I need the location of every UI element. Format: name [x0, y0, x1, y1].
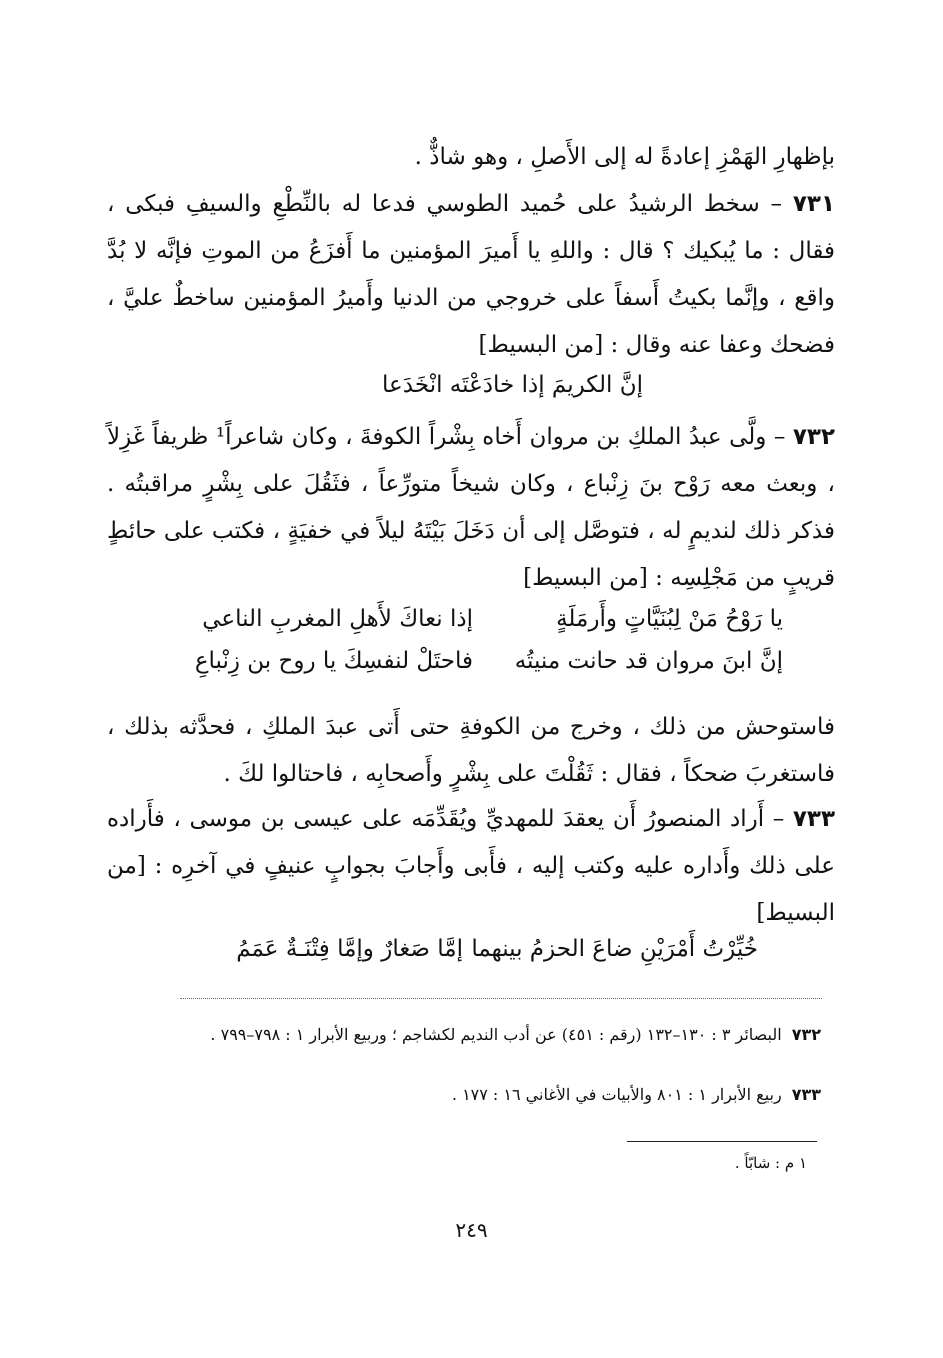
footnote-rule — [627, 1141, 817, 1142]
note-number: ٧٣٣ — [791, 1085, 821, 1104]
entry-number: ٧٣٣ — [792, 806, 835, 832]
entry-number: ٧٣١ — [792, 191, 835, 217]
notes-separator — [180, 998, 822, 999]
hemistich-left: إذا نعاكَ لأَهلِ المغربِ الناعي — [202, 606, 473, 632]
hemistich-right: إنَّ ابنَ مروان قد حانت منيتُه — [514, 648, 783, 674]
footnote: ١ م : شابّاً . — [734, 1154, 807, 1172]
page-number: ٢٤٩ — [455, 1218, 488, 1242]
entry-732 — [107, 414, 835, 602]
note-text: ربيع الأبرار ١ : ٨٠١ والأبيات في الأغاني ١٦ : ١٧٧ . — [451, 1085, 782, 1104]
hemistich-left: إمَّا صَغارٌ وإمَّا فِتْنَـةٌ عَمَمُ — [236, 936, 463, 962]
entry-731 — [107, 181, 835, 369]
note-number: ٧٣٢ — [791, 1025, 821, 1044]
entry-732-continued: فاستوحش من ذلك ، وخرج من الكوفةِ حتى أَتى عبدَ الملكِ ، فحدَّثه بذلك ، فاستغربَ ضحكاً ، فقال : ثَقُلْتَ على بِشْرٍ وأَصحابِه ، فاحتالوا لكَ . — [107, 714, 835, 787]
source-note-733 — [121, 1082, 821, 1108]
entry-733 — [107, 796, 835, 937]
hemistich-right: خُيِّرْتُ أَمْرَيْنِ ضاعَ الحزمُ بينهما — [471, 936, 758, 962]
verse-731: إنَّ الكريمَ إذا خادَعْتَه انْخَدَعا — [382, 372, 643, 398]
note-text: البصائر ٣ : ١٣٠–١٣٢ (رقم : ٤٥١) عن أدب النديم لكشاجم ؛ وربيع الأبرار ١ : ٧٩٨–٧٩٩ . — [210, 1025, 782, 1044]
entry-text: – سخط الرشيدُ على حُميد الطوسي فدعا له بالنِّطْعِ والسيفِ فبكى ، فقال : ما يُبكيك ؟ قال : واللهِ يا أَميرَ المؤمنين ما أَفزَعُ من الموتِ فإنَّه لا بُدَّ واقع ، وإنَّما بكيتُ أَسفاً على خروجي من الدنيا وأَميرُ المؤمنين ساخطٌ عليَّ ، فضحك وعفا عنه وقال : [من البسيط] — [107, 191, 835, 358]
entry-text: – ولَّى عبدُ الملكِ بن مروان أَخاه بِشْراً الكوفةَ ، وكان شاعراً¹ ظريفاً غَزِلاً ، وبعث معه رَوْح بنَ زِنْباع ، وكان شيخاً متورِّعاً ، فثَقُلَ على بِشْرٍ مراقبتُه . فذكر ذلك لنديمٍ له ، فتوصَّل إلى أن دَخَلَ بَيْتَهُ ليلاً في خفيَةٍ ، فكتب على حائطٍ قريبٍ من مَجْلِسِه : [من البسيط] — [107, 424, 835, 591]
intro-paragraph: بإظهارِ الهَمْزِ إعادةً له إلى الأَصلِ ، وهو شاذٌّ . — [414, 144, 835, 170]
source-note-732 — [121, 1022, 821, 1048]
hemistich-left: فاحتَلْ لنفسِكَ يا روح بن زِنْباعِ — [194, 648, 473, 674]
entry-number: ٧٣٢ — [792, 424, 835, 450]
entry-text: – أَراد المنصورُ أَن يعقدَ للمهديِّ ويُقَدِّمَه على عيسى بن موسى ، فأَراده على ذلك وأَداره عليه وكتب إليه ، فأَبى وأَجابَ بجوابٍ عنيفٍ في آخرِه : [من البسيط] — [107, 806, 835, 926]
hemistich-right: يا رَوْحُ مَنْ لِبُنَيَّاتٍ وأَرمَلَةٍ — [556, 606, 783, 632]
